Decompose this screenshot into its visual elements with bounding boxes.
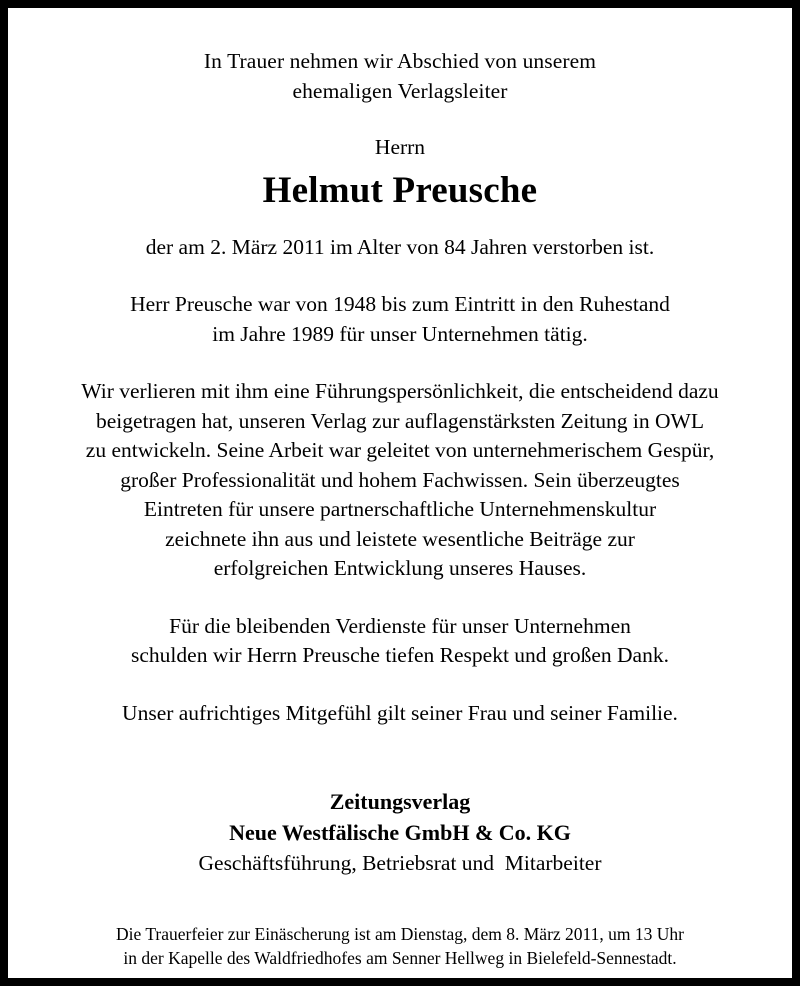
tenure-line-2: im Jahre 1989 für unser Unternehmen tätig.	[212, 321, 588, 346]
tribute-line-4: großer Professionalität und hohem Fachwissen. Sein überzeugtes	[120, 467, 680, 492]
intro-paragraph	[36, 46, 764, 106]
tribute-line-2: beigetragen hat, unseren Verlag zur auflagenstärksten Zeitung in OWL	[96, 408, 704, 433]
funeral-line-1: Die Trauerfeier zur Einäscherung ist am Dienstag, dem 8. März 2011, um 13 Uhr	[116, 924, 684, 944]
salutation: Herrn	[374, 135, 426, 159]
tenure-line-1: Herr Preusche war von 1948 bis zum Eintritt in den Ruhestand	[130, 292, 670, 316]
tenure-paragraph	[36, 290, 764, 349]
gratitude-line-1: Für die bleibenden Verdienste für unser Unternehmen	[169, 613, 631, 638]
funeral-details	[36, 922, 764, 970]
death-date-line: der am 2. März 2011 im Alter von 84 Jahren verstorben ist.	[145, 235, 655, 259]
notice-content	[8, 8, 792, 978]
signature-roles: Geschäftsführung, Betriebsrat und Mitarbeiter	[198, 851, 602, 875]
signature-publisher: Zeitungsverlag	[329, 789, 471, 814]
gratitude-line-2: schulden wir Herrn Preusche tiefen Respekt und großen Dank.	[131, 643, 669, 667]
tribute-line-3: zu entwickeln. Seine Arbeit war geleitet von unternehmerischem Gespür,	[85, 438, 715, 462]
tribute-line-6: zeichnete ihn aus und leistete wesentliche Beiträge zur	[165, 526, 635, 551]
intro-line-2: ehemaligen Verlagsleiter	[292, 79, 508, 103]
tribute-paragraph	[36, 377, 764, 584]
tribute-line-5: Eintreten für unsere partnerschaftliche Unternehmenskultur	[143, 497, 657, 521]
condolence-paragraph: Unser aufrichtiges Mitgefühl gilt seiner Frau und seiner Familie.	[122, 700, 678, 725]
signature-block	[36, 786, 764, 879]
funeral-line-2: in der Kapelle des Waldfriedhofes am Senner Hellweg in Bielefeld-Sennestadt.	[123, 948, 677, 968]
deceased-name: Helmut Preusche	[262, 170, 538, 211]
tribute-line-1: Wir verlieren mit ihm eine Führungspersönlichkeit, die entscheidend dazu	[81, 379, 719, 403]
intro-line-1: In Trauer nehmen wir Abschied von unserem	[203, 49, 597, 73]
signature-company: Neue Westfälische GmbH & Co. KG	[229, 820, 571, 845]
tribute-line-7: erfolgreichen Entwicklung unseres Hauses.	[213, 556, 587, 580]
gratitude-paragraph	[36, 612, 764, 671]
